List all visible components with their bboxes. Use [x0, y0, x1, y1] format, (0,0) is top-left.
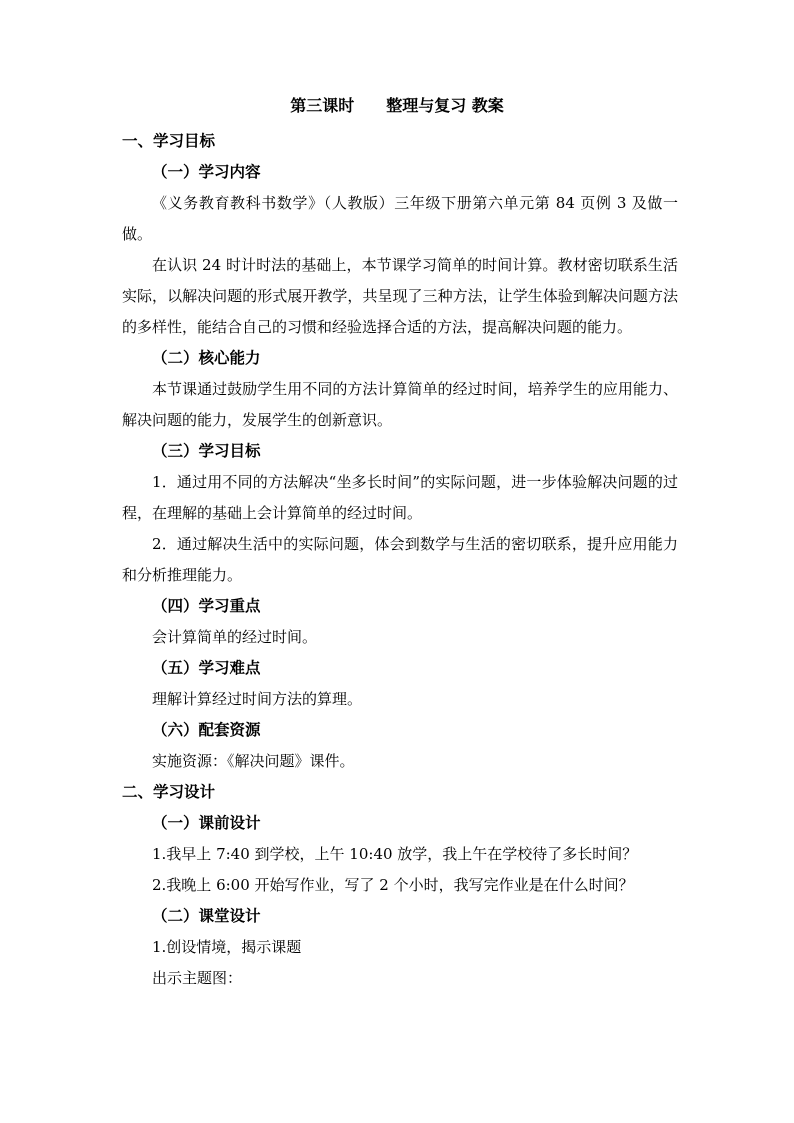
preclass-question-1: 1.我早上 7:40 到学校，上午 10:40 放学，我上午在学校待了多长时间？ [152, 845, 638, 863]
paragraph-core-ability: 本节课通过鼓励学生用不同的方法计算简单的经过时间，培养学生的应用能力、解决问题的能力，发展学生的创新意识。 [122, 380, 678, 429]
subheading-preclass-design: （一）课前设计 [152, 814, 261, 832]
paragraph-textbook-reference: 《义务教育教科书数学》（人教版）三年级下册第六单元第 84 页例 3 及做一做。 [122, 194, 678, 243]
preclass-question-2: 2.我晚上 6:00 开始写作业，写了 2 个小时，我写完作业是在什么时间？ [152, 876, 634, 894]
paragraph-content-description: 在认识 24 时计时法的基础上，本节课学习简单的时间计算。教材密切联系生活实际，以解决问题的形式展开教学，共呈现了三种方法，让学生体验到解决问题方法的多样性，能结合自己的习惯和经验选择合适的方法，提高解决问题的能力。 [122, 256, 678, 336]
subheading-core-ability: （二）核心能力 [152, 349, 261, 367]
subheading-learning-focus: （四）学习重点 [152, 597, 261, 615]
page-title: 第三课时 整理与复习 教案 [290, 96, 504, 115]
paragraph-learning-focus: 会计算简单的经过时间。 [152, 628, 318, 646]
paragraph-learning-difficulty: 理解计算经过时间方法的算理。 [152, 690, 363, 708]
subheading-classroom-design: （二）课堂设计 [152, 907, 261, 925]
section-heading-learning-objectives: 一、学习目标 [122, 132, 216, 150]
goal-item-1: 1．通过用不同的方法解决“坐多长时间”的实际问题，进一步体验解决问题的过程，在理解的基础上会计算简单的经过时间。 [122, 473, 678, 522]
document-body [122, 126, 678, 994]
paragraph-resources: 实施资源：《解决问题》课件。 [152, 752, 355, 770]
subheading-learning-difficulty: （五）学习难点 [152, 659, 261, 677]
classroom-step-1: 1.创设情境，揭示课题 [152, 938, 302, 956]
goal-item-2: 2．通过解决生活中的实际问题，体会到数学与生活的密切联系，提升应用能力和分析推理能力。 [122, 535, 678, 584]
section-heading-learning-design: 二、学习设计 [122, 783, 216, 801]
classroom-step-1-note: 出示主题图： [152, 969, 243, 987]
subheading-learning-content: （一）学习内容 [152, 163, 261, 181]
subheading-learning-goals: （三）学习目标 [152, 442, 261, 460]
subheading-resources: （六）配套资源 [152, 721, 261, 739]
